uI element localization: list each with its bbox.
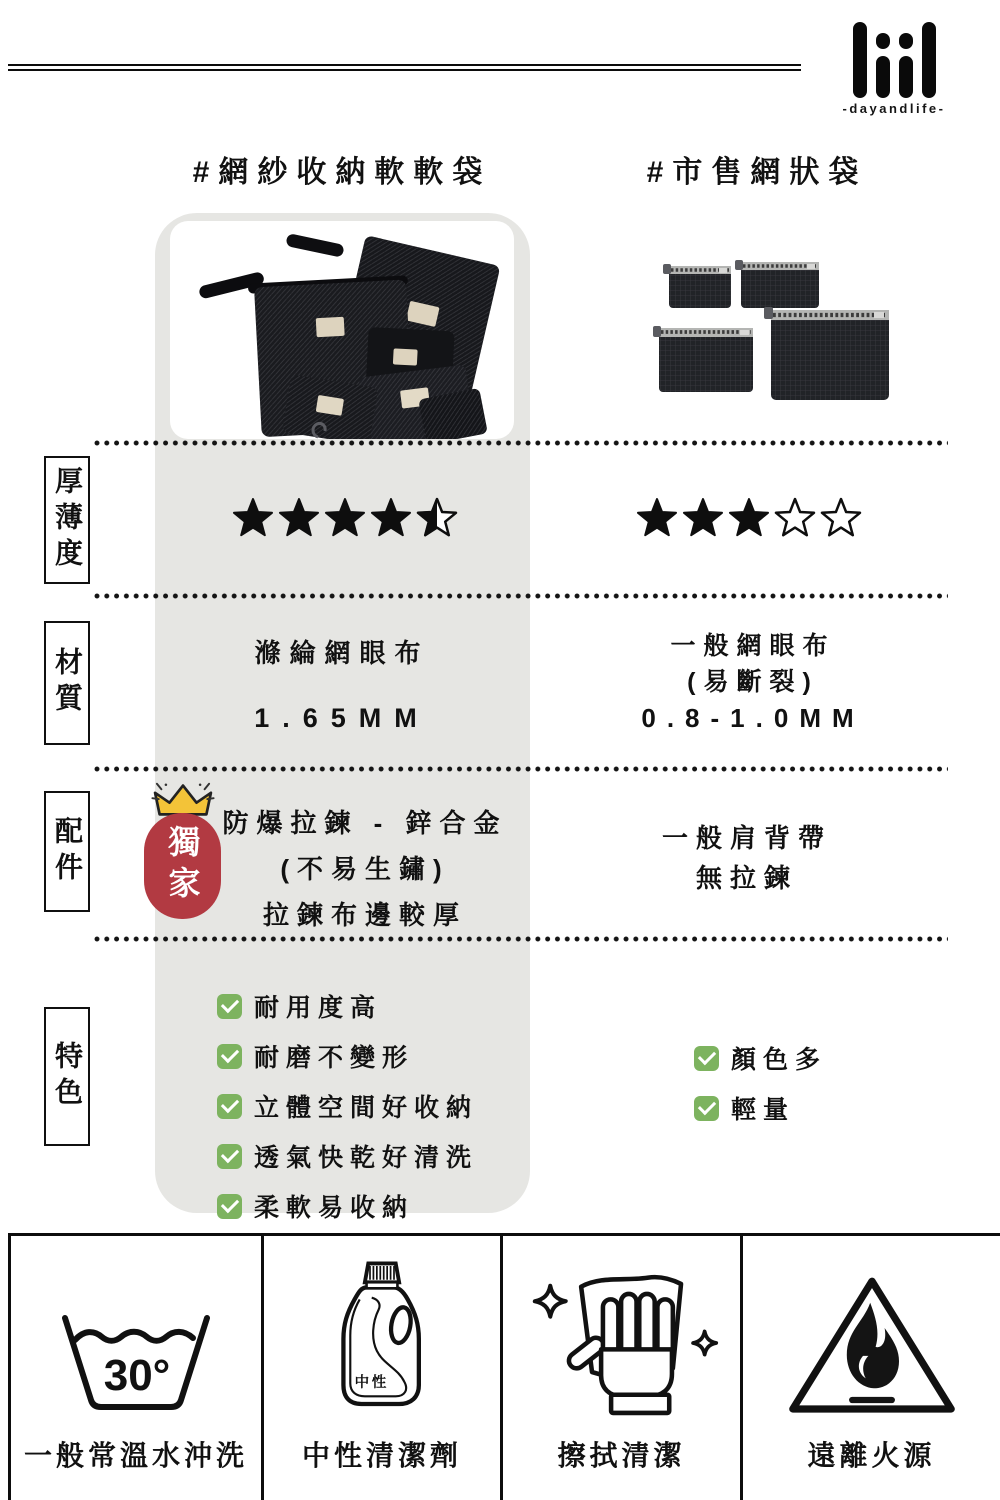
fire-warning-icon — [782, 1270, 962, 1422]
check-icon — [694, 1046, 719, 1071]
care-label: 中性清潔劑 — [301, 1440, 462, 1471]
feature-label: 耐磨不變形 — [254, 1044, 415, 1072]
logo-bar — [922, 22, 936, 98]
row-label-features: 特色 — [44, 1007, 90, 1146]
star-half-icon — [416, 497, 458, 541]
text-line: (不易生鏽) — [280, 854, 450, 884]
text-line: (易斷裂) — [687, 668, 819, 696]
care-cell-fire — [740, 1236, 1000, 1500]
star-full-icon — [370, 497, 412, 541]
check-icon — [217, 994, 242, 1019]
care-cell-detergent — [261, 1236, 500, 1500]
check-icon — [217, 1094, 242, 1119]
feature-item — [694, 1090, 827, 1126]
feature-item — [217, 988, 478, 1024]
check-icon — [217, 1194, 242, 1219]
right-product-photo — [645, 250, 935, 405]
exclusive-badge-label: 獨家 — [144, 813, 221, 919]
row-label-material: 材質 — [44, 621, 90, 745]
star-empty-icon — [774, 497, 816, 541]
mesh-pouch — [764, 307, 889, 400]
feature-item — [217, 1038, 478, 1074]
feature-label: 柔軟易收納 — [254, 1194, 415, 1222]
star-full-icon — [324, 497, 366, 541]
detergent-bottle-icon — [322, 1254, 442, 1422]
feature-label: 輕量 — [731, 1096, 796, 1124]
star-full-icon — [728, 497, 770, 541]
text-line: 一般網眼布 — [670, 632, 836, 660]
liil-logo-icon — [830, 22, 958, 98]
mesh-pouch — [653, 326, 753, 392]
care-label: 遠離火源 — [807, 1440, 936, 1471]
care-label: 一般常溫水沖洗 — [23, 1440, 248, 1471]
right-feature-list — [694, 1040, 827, 1126]
wash-temperature: 30° — [103, 1351, 171, 1400]
star-full-icon — [232, 497, 274, 541]
exclusive-badge — [144, 782, 224, 928]
left-rating-stars — [232, 497, 458, 541]
feature-label: 透氣快乾好清洗 — [254, 1144, 479, 1172]
text-line: 無拉鍊 — [695, 863, 799, 893]
feature-item — [217, 1088, 478, 1124]
star-full-icon — [278, 497, 320, 541]
care-label: 擦拭清潔 — [557, 1440, 686, 1471]
left-feature-list — [217, 988, 478, 1224]
brand-logo — [830, 22, 958, 116]
material-right-text — [641, 628, 864, 736]
accessories-left-text — [222, 800, 507, 938]
top-divider — [8, 64, 801, 71]
row-label-accessories: 配件 — [44, 791, 90, 912]
mesh-pouch — [663, 264, 731, 308]
right-rating-stars — [636, 497, 862, 541]
text-line: 一般肩背帶 — [661, 823, 833, 853]
dotted-divider — [94, 440, 948, 446]
wash-tub-icon — [51, 1310, 221, 1422]
brand-tagline: -dayandlife- — [842, 101, 946, 116]
left-column-header: #網紗收納軟軟袋 — [192, 156, 492, 189]
logo-bar — [853, 22, 867, 98]
check-icon — [694, 1096, 719, 1121]
check-icon — [217, 1144, 242, 1169]
dotted-divider — [94, 593, 948, 599]
feature-item — [217, 1188, 478, 1224]
wipe-clean-icon — [517, 1254, 727, 1422]
material-left-text — [254, 633, 430, 734]
row-label-thickness: 厚薄度 — [44, 456, 90, 584]
feature-label: 耐用度高 — [254, 994, 383, 1022]
text-line: 滌綸網眼布 — [254, 638, 430, 668]
text-line: 0.8-1.0MM — [641, 703, 865, 733]
feature-item — [217, 1138, 478, 1174]
care-cell-wash — [11, 1236, 261, 1500]
care-cell-wipe — [500, 1236, 740, 1500]
dotted-divider — [94, 766, 948, 772]
star-full-icon — [682, 497, 724, 541]
feature-label: 立體空間好收納 — [254, 1094, 479, 1122]
text-line: 1.65MM — [254, 703, 430, 733]
feature-label: 顏色多 — [731, 1046, 828, 1074]
feature-item — [694, 1040, 827, 1076]
accessories-right-text — [662, 818, 832, 898]
right-column-header: #市售網狀袋 — [646, 156, 868, 189]
logo-letter-i — [899, 22, 913, 98]
text-line: 防爆拉鍊 - 鋅合金 — [222, 808, 508, 838]
text-line: 拉鍊布邊較厚 — [262, 900, 468, 930]
check-icon — [217, 1044, 242, 1069]
bottle-label: 中性 — [354, 1374, 389, 1391]
star-full-icon — [636, 497, 678, 541]
care-grid — [8, 1233, 1000, 1500]
left-product-photo — [170, 221, 514, 439]
star-empty-icon — [820, 497, 862, 541]
logo-letter-i — [876, 22, 890, 98]
mesh-pouch — [735, 260, 819, 308]
